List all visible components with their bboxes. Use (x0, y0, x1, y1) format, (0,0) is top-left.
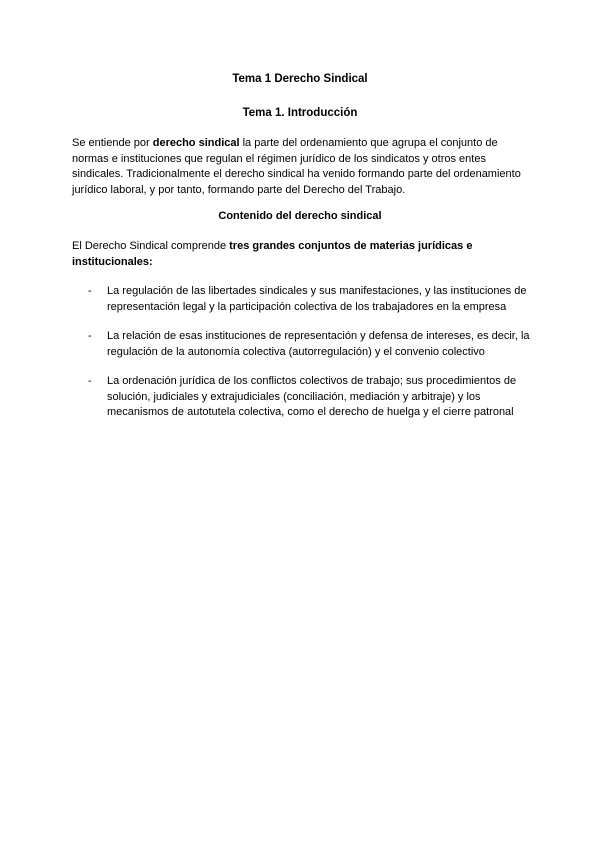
list-item (88, 374, 534, 421)
content-intro-paragraph (72, 239, 534, 270)
bullet-dash: - (88, 330, 92, 342)
list-item-text: La ordenación jurídica de los conflictos colectivos de trabajo; sus procedimientos de solución, judiciales y extrajudiciales (conciliación, mediación y arbitraje) y los mecanismos de autotutela colectiva, como el derecho de huelga y el cierre patronal (107, 375, 517, 418)
document-title: Tema 1 Derecho Sindical (232, 73, 368, 85)
list-item-text: La regulación de las libertades sindicales y sus manifestaciones, y las instituciones de representación legal y la participación colectiva de los trabajadores en la empresa (107, 285, 527, 313)
intro-bold-term: derecho sindical (152, 137, 240, 149)
section-heading: Contenido del derecho sindical (218, 210, 382, 222)
intro-paragraph (72, 136, 534, 198)
intro-text-before: Se entiende por (72, 137, 153, 149)
intro-text-after: la parte del ordenamiento que agrupa el conjunto de normas e instituciones que regulan el régimen jurídico de los sindicatos y otros entes sindicales. Tradicionalmente el derecho sindical ha venido formando parte del ordenamiento jurídico laboral, y por tanto, formando parte del Derecho del Trabajo. (72, 137, 521, 196)
bullet-list (88, 284, 534, 435)
bullet-dash: - (88, 285, 92, 297)
content-intro-bold: tres grandes conjuntos de materias jurídicas e institucionales: (72, 240, 473, 268)
bullet-dash: - (88, 375, 92, 387)
list-item (88, 329, 534, 360)
list-item (88, 284, 534, 315)
document-subtitle: Tema 1. Introducción (242, 107, 358, 119)
list-item-text: La relación de esas instituciones de representación y defensa de intereses, es decir, la regulación de la autonomía colectiva (autorregulación) y el convenio colectivo (107, 330, 530, 358)
content-intro-text: El Derecho Sindical comprende (72, 240, 230, 252)
